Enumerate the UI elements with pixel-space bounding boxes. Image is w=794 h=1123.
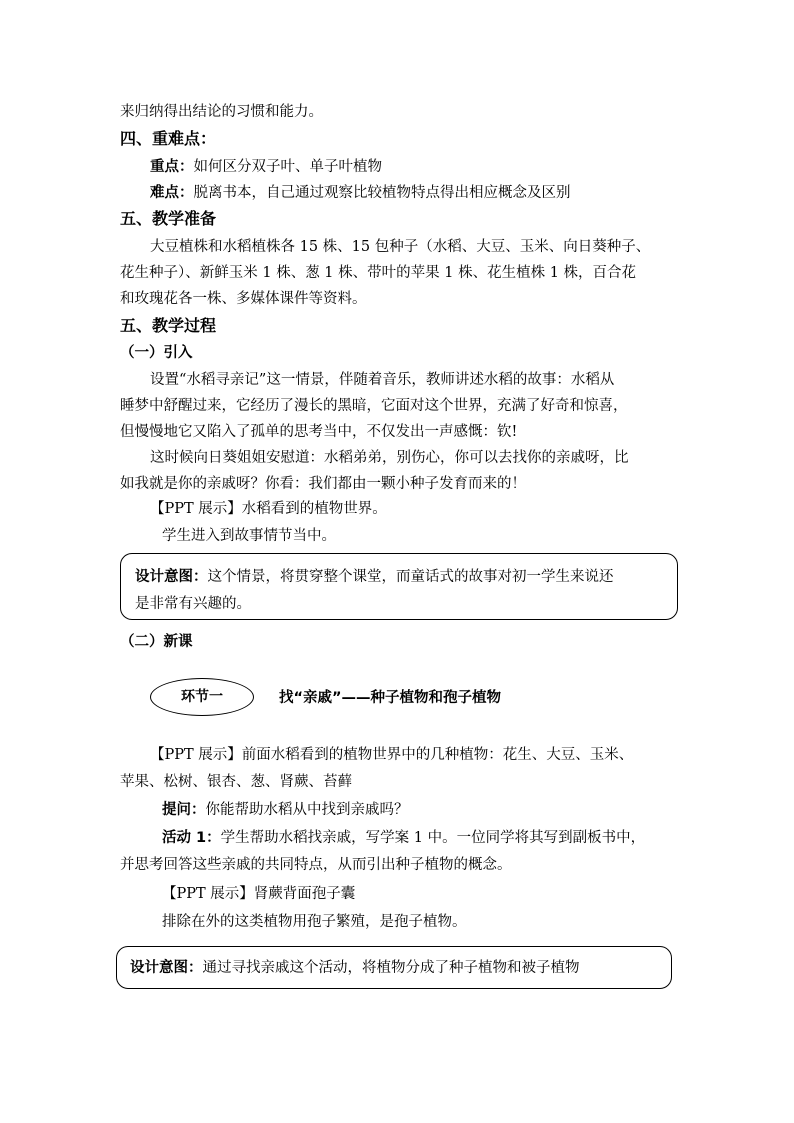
key-point <box>150 157 382 177</box>
design-intent-1-line-2: 是非常有兴趣的。 <box>135 596 251 612</box>
activity-line-2: 并思考回答这些亲戚的共同特点，从而引出种子植物的概念。 <box>120 857 512 873</box>
exclude-note: 排除在外的这类植物用孢子繁殖，是孢子植物。 <box>162 914 467 930</box>
ppt-show-2-line-2: 苹果、松树、银杏、葱、肾蕨、苔藓 <box>120 774 352 790</box>
story-line-2: 睡梦中舒醒过来，它经历了漫长的黑暗，它面对这个世界，充满了好奇和惊喜， <box>120 398 628 414</box>
difficult-point-label: 难点： <box>150 185 194 201</box>
section-5b-heading: 五、教学过程 <box>120 316 217 335</box>
activity-line-1 <box>162 828 645 848</box>
subsection-new-lesson: （二）新课 <box>120 634 193 650</box>
design-intent-1-line-1 <box>135 567 614 587</box>
key-point-text: 如何区分双子叶、单子叶植物 <box>193 159 382 175</box>
question <box>162 800 409 820</box>
key-point-label: 重点： <box>150 159 194 175</box>
story-line-4: 这时候向日葵姐姐安慰道：水稻弟弟，别伤心，你可以去找你的亲戚呀，比 <box>150 450 629 466</box>
section-5a-heading: 五、教学准备 <box>120 209 217 228</box>
design-intent-1-text-1: 这个情景，将贯穿整个课堂，而童话式的故事对初一学生来说还 <box>207 569 614 585</box>
student-note: 学生进入到故事情节当中。 <box>162 528 336 544</box>
question-text: 你能帮助水稻从中找到亲戚吗？ <box>205 802 409 818</box>
prep-line-3: 和玫瑰花各一株、多媒体课件等资料。 <box>120 291 367 307</box>
subsection-intro: （一）引入 <box>120 345 193 361</box>
question-label: 提问： <box>162 802 206 818</box>
activity-label: 活动 1： <box>162 830 221 846</box>
section-4-heading: 四、重难点： <box>120 129 217 148</box>
story-line-1: 设置“水稻寻亲记”这一情景，伴随着音乐，教师讲述水稻的故事：水稻从 <box>150 372 615 388</box>
design-intent-1-label: 设计意图： <box>135 569 208 585</box>
design-intent-2-line <box>130 958 580 978</box>
ppt-show-1: 【PPT 展示】水稻看到的植物世界。 <box>150 501 387 517</box>
story-line-3: 但慢慢地它又陷入了孤单的思考当中，不仅发出一声感慨：钦! <box>120 424 518 440</box>
ppt-show-2-line-1: 【PPT 展示】前面水稻看到的植物世界中的几种植物：花生、大豆、玉米、 <box>150 747 634 763</box>
prep-line-1: 大豆植株和水稻植株各 15 株、15 包种子（水稻、大豆、玉米、向日葵种子、 <box>150 239 651 255</box>
activity-text-1: 学生帮助水稻找亲戚，写学案 1 中。一位同学将其写到副板书中， <box>220 830 646 846</box>
prep-line-2: 花生种子）、新鲜玉米 1 株、葱 1 株、带叶的苹果 1 株、花生植株 1 株，百合花 <box>120 265 637 281</box>
design-intent-2-text: 通过寻找亲戚这个活动，将植物分成了种子植物和被子植物 <box>202 960 580 976</box>
design-intent-box-1 <box>120 553 678 620</box>
difficult-point <box>150 183 571 203</box>
ppt-show-3: 【PPT 展示】肾蕨背面孢子囊 <box>162 886 356 902</box>
intro-tail: 来归纳得出结论的习惯和能力。 <box>120 104 323 120</box>
design-intent-box-2 <box>116 946 672 989</box>
difficult-point-text: 脱离书本，自己通过观察比较植物特点得出相应概念及区别 <box>193 185 571 201</box>
story-line-5: 如我就是你的亲戚呀？你看：我们都由一颗小种子发育而来的！ <box>120 476 526 492</box>
step-one-oval: 环节一 <box>150 678 254 716</box>
design-intent-2-label: 设计意图： <box>130 960 203 976</box>
step-one-title: 找“亲戚”——种子植物和孢子植物 <box>279 690 502 706</box>
